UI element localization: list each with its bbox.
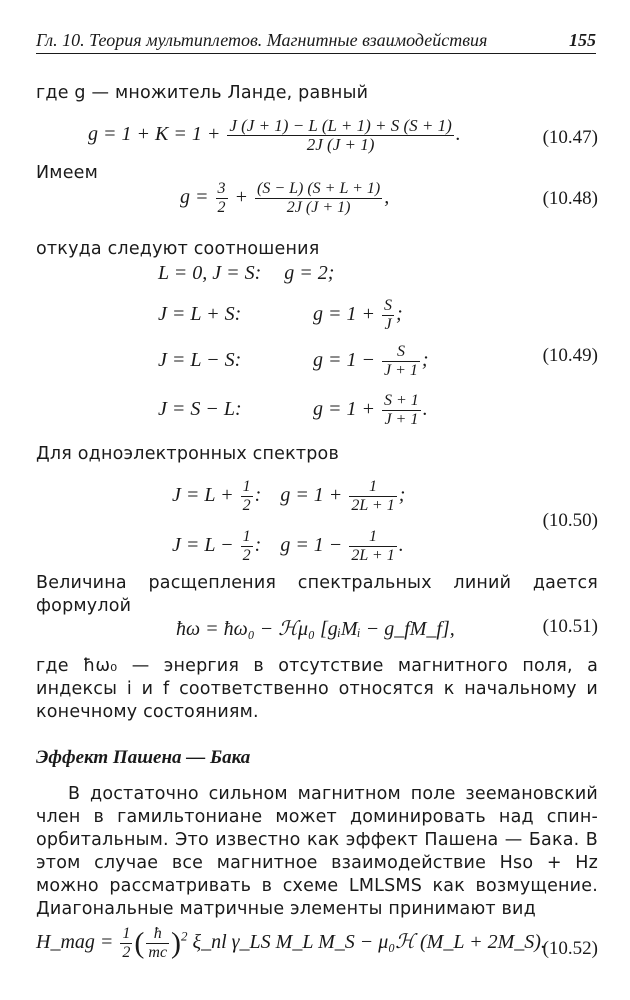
eq-10-49-row-2	[158, 297, 403, 334]
paragraph-relations: откуда следуют соотношения	[36, 239, 320, 259]
eq-10-49-r3-denominator: J + 1	[384, 362, 418, 379]
eq-10-49-r2-denominator: J	[384, 316, 392, 333]
eq-10-48-lhs: g =	[180, 186, 209, 209]
eq-10-49-row-3	[158, 343, 429, 380]
paragraph-lande-intro: где g — множитель Ланде, равный	[36, 83, 369, 103]
eq-10-50-r2-lhs: g = 1 −	[280, 534, 343, 557]
eq-10-50-r1-fraction	[349, 478, 396, 515]
eq-10-50-r1-colon: :	[254, 484, 262, 507]
eq-10-49-r2-lhs: g = 1 +	[313, 303, 375, 326]
eq-10-50-row-2	[172, 528, 404, 565]
eq-10-48-fraction	[255, 180, 382, 217]
eq-10-48-tail: ,	[384, 186, 390, 209]
eq-number-10-50: (10.50)	[542, 510, 598, 531]
running-title: Гл. 10. Теория мультиплетов. Магнитные взаимодействия	[36, 30, 488, 50]
eq-10-50-r2-half-denominator: 2	[242, 547, 251, 564]
eq-number-10-49: (10.49)	[542, 345, 598, 366]
paragraph-paschen-back: В достаточно сильном магнитном поле зеемановский член в гамильтониане может доминировать над спин-орбитальным. Это известно как эффект Пашена — Бака. В этом случае все магнитное взаимодействие Hso + Hz можно рассматривать в схеме LMLSMS как возмущение. Диагональные матричные элементы принимают вид	[36, 784, 598, 919]
eq-10-52-square: 2	[181, 928, 188, 944]
eq-10-49-r4-fraction	[382, 392, 421, 429]
equation-10-52	[36, 925, 546, 962]
eq-10-48-f1-denominator: 2	[217, 199, 226, 216]
eq-10-48-numerator: (S − L) (S + L + 1)	[257, 180, 381, 197]
running-header	[36, 30, 596, 54]
paragraph-indices: где ħω₀ — энергия в отсутствие магнитного поля, а индексы i и f соответственно относятся к начальному и конечному состояниям.	[36, 656, 598, 722]
eq-10-52-half-denominator: 2	[122, 944, 131, 961]
eq-10-49-r2-tail: ;	[396, 303, 403, 326]
eq-10-50-r1-half-numerator: 1	[242, 478, 251, 495]
eq-10-49-r2-fraction	[382, 297, 394, 334]
eq-10-48-fraction-3-2	[216, 180, 228, 217]
eq-10-49-r2-numerator: S	[384, 297, 392, 314]
eq-10-50-r1-denominator: 2L + 1	[351, 497, 395, 514]
eq-10-50-r2-tail: .	[398, 534, 404, 557]
eq-10-52-rest: ξ_nl γ_LS M_L M_S − μ₀ℋ (M_L + 2M_S).	[192, 931, 546, 954]
eq-10-50-r2-denominator: 2L + 1	[351, 547, 395, 564]
eq-10-50-r2-colon: :	[254, 534, 262, 557]
eq-10-50-r2-half	[241, 528, 253, 565]
eq-10-49-r2-condition: J = L + S:	[158, 303, 242, 326]
eq-10-50-r1-tail: ;	[398, 484, 406, 507]
paragraph-one-electron: Для одноэлектронных спектров	[36, 444, 339, 464]
eq-10-49-r4-tail: .	[422, 398, 428, 421]
eq-10-48-plus: +	[234, 186, 248, 209]
eq-number-10-47: (10.47)	[542, 127, 598, 148]
eq-number-10-52: (10.52)	[542, 938, 598, 959]
eq-10-50-r1-numerator: 1	[349, 478, 396, 497]
eq-10-52-inner-denominator: mc	[148, 944, 168, 961]
eq-number-10-48: (10.48)	[542, 188, 598, 209]
equation-10-48	[180, 180, 389, 217]
eq-10-48-denominator: 2J (J + 1)	[286, 199, 351, 216]
eq-10-52-half-numerator: 1	[122, 925, 131, 942]
eq-10-50-r1-half-denominator: 2	[242, 497, 251, 514]
eq-10-50-r1-condition: J = L +	[172, 484, 234, 507]
page-number: 155	[569, 30, 596, 50]
eq-10-49-r3-condition: J = L − S:	[158, 349, 242, 372]
equation-10-47	[88, 117, 461, 154]
eq-10-49-r3-tail: ;	[421, 349, 429, 372]
eq-10-52-left-paren: (	[134, 926, 145, 960]
paragraph-splitting: Величина расщепления спектральных линий дается формулой	[36, 573, 598, 616]
eq-10-47-fraction	[227, 117, 453, 154]
eq-10-49-r4-lhs: g = 1 +	[313, 398, 375, 421]
eq-10-50-r2-fraction	[349, 528, 396, 565]
eq-10-52-lhs: H_mag =	[36, 931, 114, 954]
eq-10-49-r3-fraction	[382, 343, 420, 380]
eq-10-50-r1-lhs: g = 1 +	[280, 484, 343, 507]
eq-10-47-lhs: g = 1 + K = 1 +	[88, 123, 221, 146]
eq-10-50-r2-half-numerator: 1	[242, 528, 251, 545]
eq-10-49-row-4	[158, 392, 428, 429]
paragraph-imeem: Имеем	[36, 163, 99, 183]
eq-10-52-inner-numerator: ħ	[146, 925, 169, 944]
eq-10-52-right-paren: )	[171, 926, 182, 960]
eq-10-50-row-1	[172, 478, 405, 515]
eq-10-49-r1-condition: L = 0, J = S:	[158, 262, 262, 284]
eq-10-50-r1-half	[241, 478, 253, 515]
eq-10-47-tail: .	[455, 123, 461, 146]
section-title: Эффект Пашена — Бака	[36, 747, 251, 768]
eq-10-47-denominator: 2J (J + 1)	[306, 135, 375, 154]
eq-10-52-half	[120, 925, 132, 962]
eq-10-50-r2-condition: J = L −	[172, 534, 234, 557]
eq-10-49-r4-denominator: J + 1	[384, 411, 419, 428]
equation-10-51: ħω = ħω₀ − ℋμ₀ [gᵢMᵢ − g_fM_f],	[176, 618, 455, 640]
eq-10-49-r3-lhs: g = 1 −	[313, 349, 375, 372]
eq-10-49-r3-numerator: S	[382, 343, 420, 362]
eq-10-49-row-1	[158, 262, 334, 285]
eq-10-48-f1-numerator: 3	[217, 180, 226, 197]
eq-number-10-51: (10.51)	[542, 616, 598, 637]
eq-10-49-r4-numerator: S + 1	[384, 392, 419, 409]
eq-10-50-r2-numerator: 1	[349, 528, 396, 547]
eq-10-49-r4-condition: J = S − L:	[158, 398, 242, 421]
eq-10-52-hbar-over-mc	[146, 925, 169, 962]
eq-10-49-r1-value: g = 2;	[284, 262, 335, 284]
eq-10-47-numerator: J (J + 1) − L (L + 1) + S (S + 1)	[229, 116, 452, 135]
